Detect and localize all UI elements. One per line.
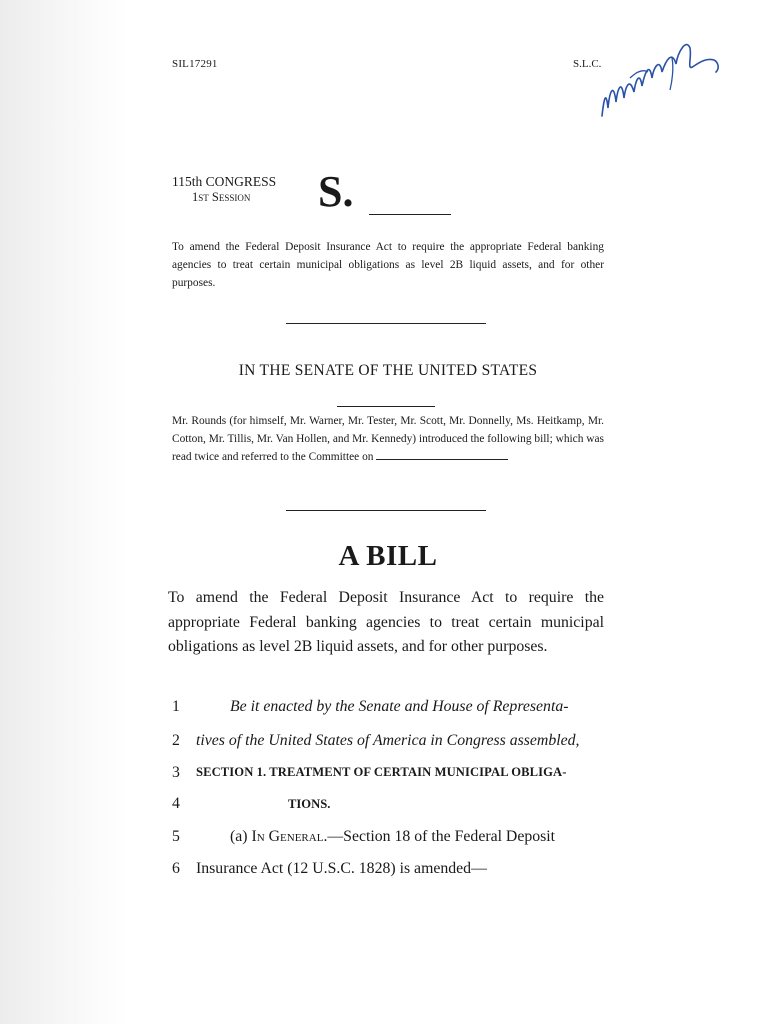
short-title — [172, 238, 604, 292]
chamber-heading: IN THE SENATE OF THE UNITED STATES — [238, 362, 538, 379]
session-label: 1st Session — [192, 190, 251, 204]
section-heading-line: TIONS. — [288, 797, 331, 811]
bill-heading: A BILL — [338, 540, 438, 572]
line-number: 5 — [172, 828, 180, 845]
divider-rule-short — [337, 406, 435, 407]
subsection-prefix: (a) — [230, 828, 252, 845]
subsection-line — [230, 828, 604, 846]
subsection-heading: In General — [251, 828, 324, 845]
bill-prefix: S. — [318, 167, 354, 216]
sponsors-paragraph — [172, 412, 604, 466]
long-title: To amend the Federal Deposit Insurance Act to require the appropriate Federal banking agencies to treat certain municipal obligations as level 2B liquid assets, and for other purposes. — [168, 589, 604, 655]
line-number: 2 — [172, 732, 180, 749]
document-id: SIL17291 — [172, 58, 218, 70]
line-number: 6 — [172, 860, 180, 877]
short-title-text: amend the Federal Deposit Insurance Act to require the appropriate Federal banking agencies to treat certain municipal obligations as level 2B liquid assets, and for other purposes. — [172, 241, 604, 289]
short-title-lead: To — [172, 241, 184, 253]
sponsors-text: Mr. Rounds (for himself, Mr. Warner, Mr. Tester, Mr. Scott, Mr. Donnelly, Ms. Heitkamp, Mr. Cotton, Mr. Tillis, Mr. Van Hollen, and Mr. Kennedy) introduced the following bill; which was read twice and referred to the Committee on — [172, 415, 604, 463]
subsection-line: Insurance Act (12 U.S.C. 1828) is amended— — [196, 860, 487, 877]
slc-label: S.L.C. — [573, 58, 602, 70]
handwritten-signature — [590, 28, 730, 128]
divider-rule — [286, 323, 486, 324]
line-number: 4 — [172, 795, 180, 812]
enacting-clause-line: tives of the United States of America in Congress assembled, — [196, 732, 580, 749]
congress-number: 115th CONGRESS — [172, 174, 277, 189]
bill-number-blank — [369, 214, 451, 215]
subsection-text: .—Section 18 of the Federal Deposit — [323, 828, 556, 845]
enacting-clause-line: Be it enacted by the Senate and House of Representa- — [230, 698, 569, 715]
committee-blank — [376, 449, 508, 460]
line-number: 1 — [172, 698, 180, 715]
divider-rule — [286, 510, 486, 511]
section-heading-line: SECTION 1. TREATMENT OF CERTAIN MUNICIPAL OBLIGA- — [196, 765, 567, 779]
line-number: 3 — [172, 764, 180, 781]
